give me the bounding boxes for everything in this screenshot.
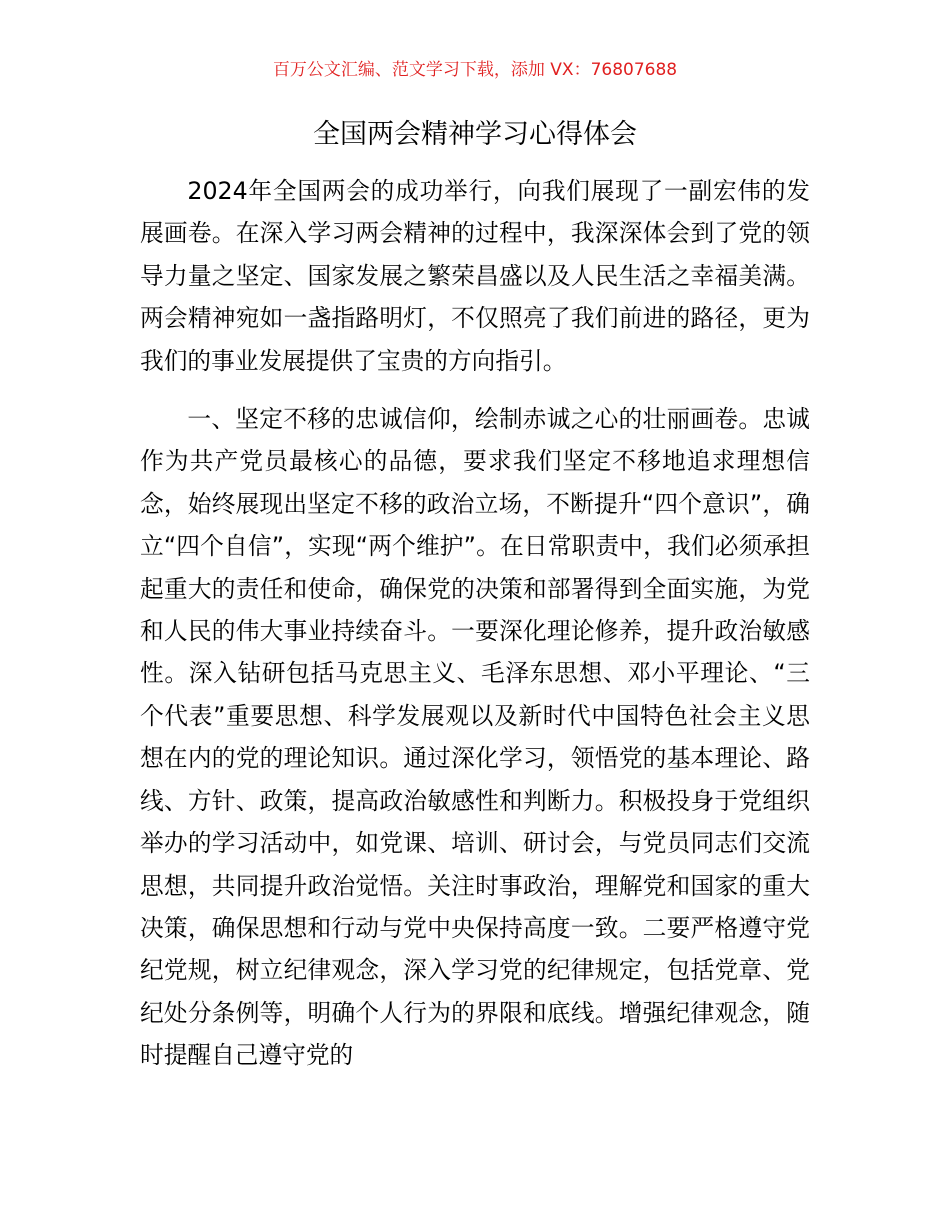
paragraph-intro: 2024年全国两会的成功举行，向我们展现了一副宏伟的发展画卷。在深入学习两会精神的过程中，我深深体会到了党的领导力量之坚定、国家发展之繁荣昌盛以及人民生活之幸福美满。两会精神宛如一盏指路明灯，不仅照亮了我们前进的路径，更为我们的事业发展提供了宝贵的方向指引。 [140, 177, 810, 375]
paragraph-section-one: 一、坚定不移的忠诚信仰，绘制赤诚之心的壮丽画卷。忠诚作为共产党员最核心的品德，要求我们坚定不移地追求理想信念，始终展现出坚定不移的政治立场，不断提升“四个意识”，确立“四个自信”，实现“两个维护”。在日常职责中，我们必须承担起重大的责任和使命，确保党的决策和部署得到全面实施，为党和人民的伟大事业持续奋斗。一要深化理论修养，提升政治敏感性。深入钻研包括马克思主义、毛泽东思想、邓小平理论、“三个代表”重要思想、科学发展观以及新时代中国特色社会主义思想在内的党的理论知识。通过深化学习，领悟党的基本理论、路线、方针、政策，提高政治敏感性和判断力。积极投身于党组织举办的学习活动中，如党课、培训、研讨会，与党员同志们交流思想，共同提升政治觉悟。关注时事政治，理解党和国家的重大决策，确保思想和行动与党中央保持高度一致。二要严格遵守党纪党规，树立纪律观念，深入学习党的纪律规定，包括党章、党纪处分条例等，明确个人行为的界限和底线。增强纪律观念，随时提醒自己遵守党的 [140, 405, 810, 1070]
page-title: 全国两会精神学习心得体会 [313, 119, 637, 150]
document-body [140, 170, 810, 1077]
header-download-note: 百万公文汇编、范文学习下载，添加 VX：76807688 [272, 60, 678, 80]
